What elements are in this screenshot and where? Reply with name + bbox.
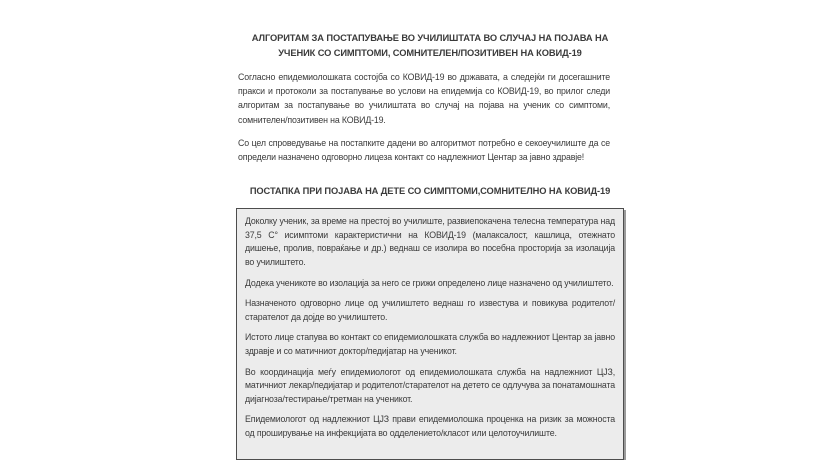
procedure-paragraph-1: Доколку ученик, за време на престој во училиште, развиепокачена телесна температура над 37,5 С° исимптоми карактеристични на КОВИД-19 (малаксалост, кашлица, отежнато дишење, пролив, повраќање и др.) веднаш се изолира во посебна просторија за изолација во училиштето. <box>245 216 615 267</box>
procedure-paragraph-2: Додека ученикоте во изолација за него се грижи определено лице назначено од училиштето. <box>245 277 614 288</box>
intro-paragraph-2: Со цел спроведување на постапките дадени во алгоритмот потребно е секоеучилиште да се определи назначено одговорно лицеза контакт со надлежниот Центар за јавно здравје! <box>238 137 610 163</box>
document-page <box>236 0 624 460</box>
intro-paragraph-1: Согласно епидемиолошката состојба со КОВИД-19 во државата, а следејќи ги досегашните пракси и протоколи за постапување во услови на епидемија со КОВИД-19, во прилог следи алгоритам за постапување во училиштата во случај на појава на ученик со симптоми, сомнителен/позитивен на КОВИД-19. <box>238 72 610 125</box>
section-heading: ПОСТАПКА ПРИ ПОЈАВА НА ДЕТЕ СО СИМПТОМИ,СОМНИТЕЛНО НА КОВИД-19 <box>249 186 611 197</box>
procedure-box <box>236 208 624 459</box>
procedure-paragraph-3: Назначеното одговорно лице од училиштето веднаш го известува и повикува родителот/старателот да дојде во училиштето. <box>245 298 615 322</box>
procedure-paragraph-4: Истото лице стапува во контакт со епидемиолошката служба во надлежниот Центар за јавно здравје и со матичниот доктор/педијатар на ученикот. <box>245 332 615 356</box>
procedure-paragraph-5: Во координација меѓу епидемиологот од епидемиолошката служба на надлежниот ЦЈЗ, матичниот лекар/педијатар и родителот/старателот на детето се одлучува за понатамошната дијагноза/тестирање/третман на ученикот. <box>245 366 615 404</box>
document-title: АЛГОРИТАМ ЗА ПОСТАПУВАЊЕ ВО УЧИЛИШТАТА ВО СЛУЧАЈ НА ПОЈАВА НА УЧЕНИК СО СИМПТОМИ, СОМНИТЕЛЕН/ПОЗИТИВЕН НА КОВИД-19 <box>251 33 609 58</box>
procedure-paragraph-6: Епидемиологот од надлежниот ЦЈЗ прави епидемиолошка проценка на ризик за можноста од проширување на инфекцијата во одделението/класот или целотоучилиште. <box>245 414 615 438</box>
